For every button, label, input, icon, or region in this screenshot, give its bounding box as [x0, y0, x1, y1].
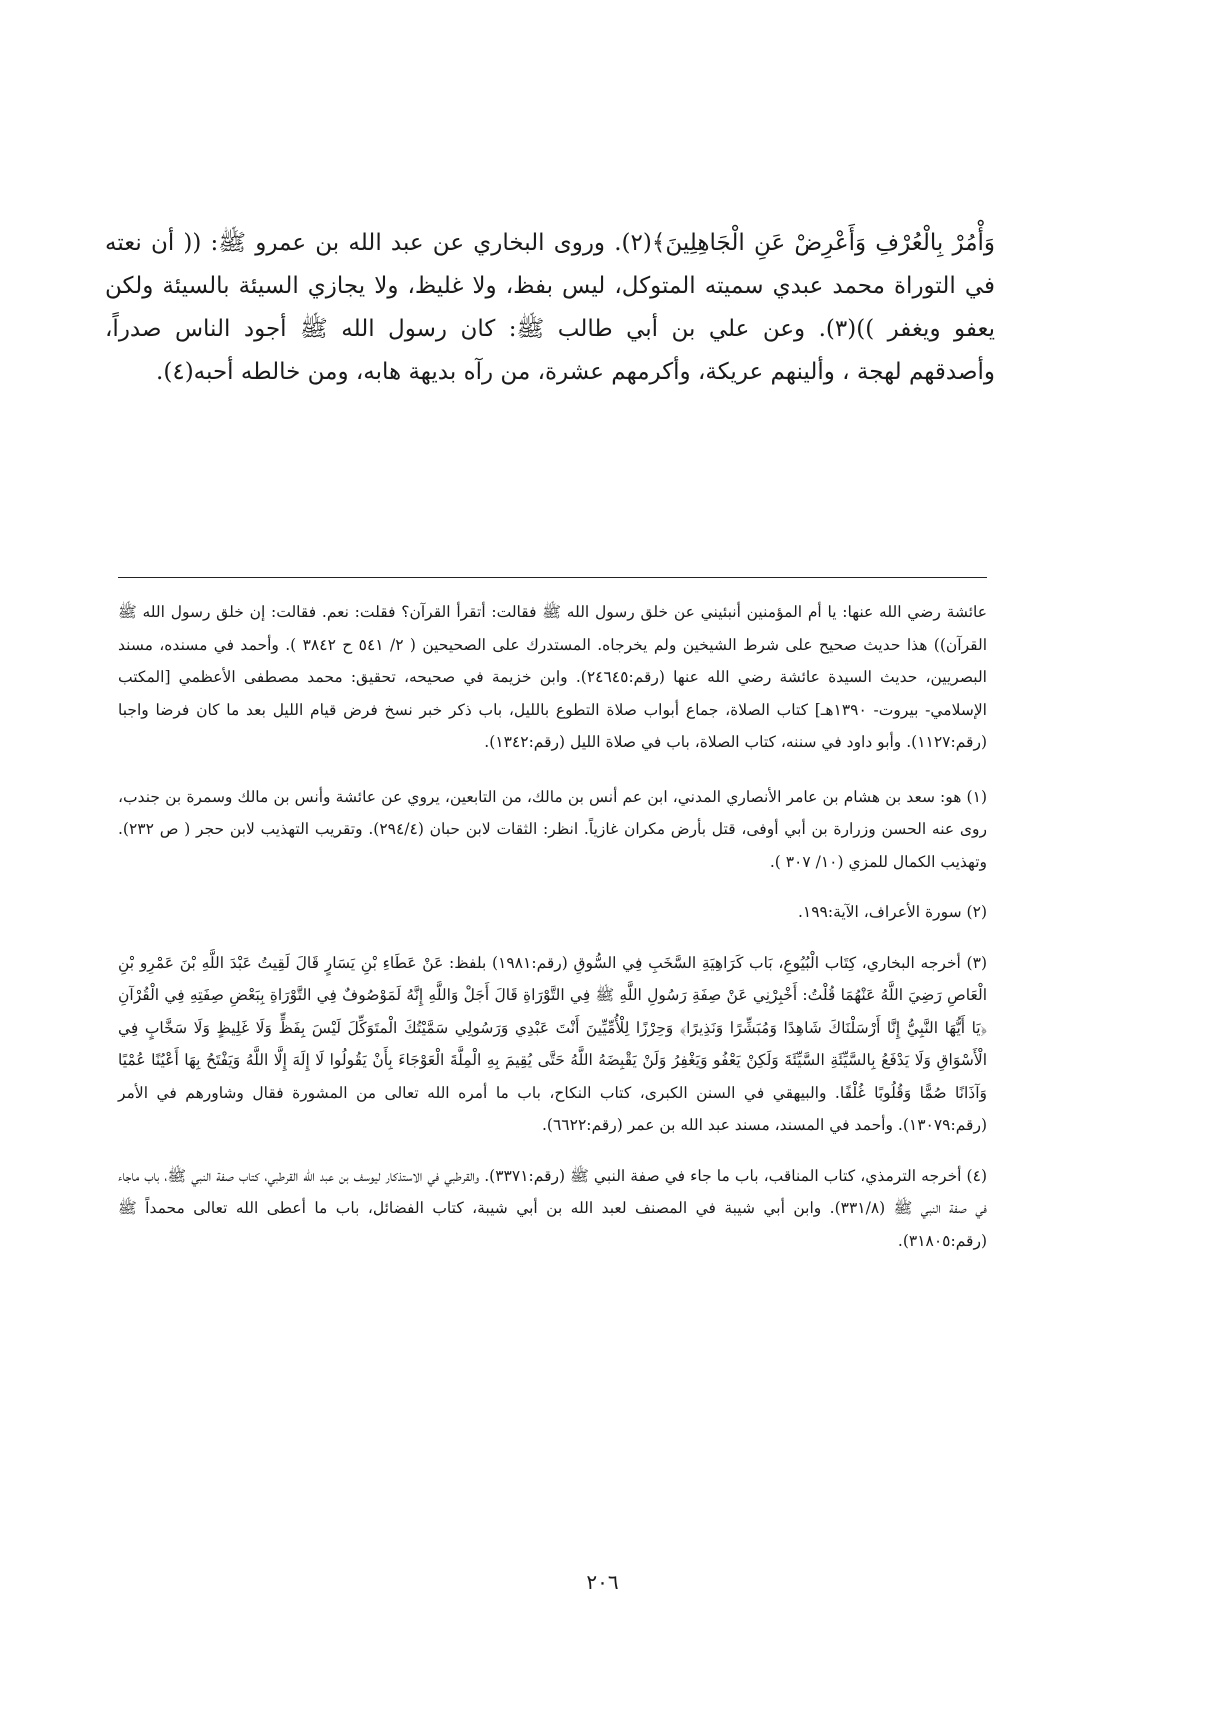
main-paragraph: وَأْمُرْ بِالْعُرْفِ وَأَعْرِضْ عَنِ الْجَاهِلِينَ﴾(٢). وروى البخاري عن عبد الله بن عمرو ﷺ: (( أن نعته في التوراة محمد عبدي سميته المتوكل، ليس بفظ، ولا غليظ، ولا يجازي السيئة بالسيئة ولكن يعفو ويغفر ))(٣). وعن علي بن أبي طالب ﷺ: كان رسول الله ﷺ أجود الناس صدراً، وأصدقهم لهجة ، وألينهم عريكة، وأكرمهم عشرة، من رآه بديهة هابه، ومن خالطه أحبه(٤). [105, 230, 996, 385]
footnote-2: (٢) سورة الأعراف، الآية:١٩٩. [797, 903, 987, 921]
main-body-text [105, 222, 995, 394]
footnote-1: (١) هو: سعد بن هشام بن عامر الأنصاري المدني، ابن عم أنس بن مالك، من التابعين، يروي عن عائشة وأنس بن مالك وسمرة بن جندب، روى عنه الحسن وزرارة بن أبي أوفى، قتل بأرض مكران غازياً. انظر: الثقات لابن حبان (٢٩٤/٤). وتقريب التهذيب لابن حجر ( ص ٢٣٢). وتهذيب الكمال للمزي (١٠/ ٣٠٧ ). [118, 787, 987, 871]
footnote-separator [118, 577, 987, 578]
footnote-continuation: عائشة رضي الله عنها: يا أم المؤمنين أنبئيني عن خلق رسول الله ﷺ فقالت: أتقرأ القرآن؟ فقلت: نعم. فقالت: إن خلق رسول الله ﷺ القرآن)) هذا حديث صحيح على شرط الشيخين ولم يخرجاه. المستدرك على الصحيحين ( ٢/ ٥٤١ ح ٣٨٤٢ ). وأحمد في مسنده، مسند البصريين، حديث السيدة عائشة رضي الله عنها (رقم:٢٤٦٤٥). وابن خزيمة في صحيحه، تحقيق: محمد مصطفى الأعظمي [المكتب الإسلامي- بيروت- ١٣٩٠هـ] كتاب الصلاة، جماع أبواب صلاة التطوع بالليل، باب ذكر خبر نسخ فرض قيام الليل بعد ما كان فرضا واجبا (رقم:١١٢٧). وأبو داود في سننه، كتاب الصلاة، باب في صلاة الليل (رقم:١٣٤٢). [118, 603, 988, 751]
footnote-3: (٣) أخرجه البخاري، كِتَاب الْبُيُوعِ، بَاب كَرَاهِيَةِ السَّخَبِ فِي السُّوقِ (رقم:١٩٨١) بلفظ: عَنْ عَطَاءِ بْنِ يَسَارٍ قَالَ لَقِيتُ عَبْدَ اللَّهِ بْنَ عَمْرِو بْنِ الْعَاصِ رَضِيَ اللَّهُ عَنْهُمَا قُلْتُ: أَخْبِرْنِي عَنْ صِفَةِ رَسُولِ اللَّهِ ﷺ فِي التَّوْرَاةِ قَالَ أَجَلْ وَاللَّهِ إِنَّهُ لَمَوْصُوفٌ فِي التَّوْرَاةِ بِبَعْضِ صِفَتِهِ فِي الْقُرْآنِ ﴿يَا أَيُّهَا النَّبِيُّ إِنَّا أَرْسَلْنَاكَ شَاهِدًا وَمُبَشِّرًا وَنَذِيرًا﴾ وَحِرْزًا لِلْأُمِّيِّينَ أَنْتَ عَبْدِي وَرَسُولِي سَمَّيْتُكَ الْمتَوَكِّلَ لَيْسَ بِفَظٍّ وَلَا غَلِيظٍ وَلَا سَخَّابٍ فِي الْأَسْوَاقِ وَلَا يَدْفَعُ بِالسَّيِّئَةِ السَّيِّئَةَ وَلَكِنْ يَعْفُو وَيَغْفِرُ وَلَنْ يَقْبِضَهُ اللَّهُ حَتَّى يُقِيمَ بِهِ الْمِلَّةَ الْعَوْجَاءَ بِأَنْ يَقُولُوا لَا إِلَهَ إِلَّا اللَّهُ وَيَفْتَحُ بِهَا أَعْيُنًا عُمْيًا وَآذَانًا صُمًّا وَقُلُوبًا غُلْفًا. والبيهقي في السنن الكبرى، كتاب النكاح، باب ما أمره الله تعالى من المشورة فقال وشاورهم في الأمر (رقم:١٣٠٧٩). وأحمد في المسند، مسند عبد الله بن عمر (رقم:٦٦٢٢). [118, 953, 988, 1134]
page-number: ٢٠٦ [586, 1570, 619, 1594]
footnote-4: (٤) أخرجه الترمذي، كتاب المناقب، باب ما جاء في صفة النبي ﷺ (رقم:٣٣٧١). والقرطبي في الاستذكار ليوسف بن عبد الله القرطبي، كتاب صفة النبي ﷺ، باب ماجاء في صفة النبي ﷺ (٣٣١/٨). وابن أبي شيبة في المصنف لعبد الله بن أبي شيبة، كتاب الفضائل، باب ما أعطى الله تعالى محمداً ﷺ (رقم:٣١٨٠٥). [118, 1166, 987, 1250]
footnotes-section [118, 596, 987, 1275]
